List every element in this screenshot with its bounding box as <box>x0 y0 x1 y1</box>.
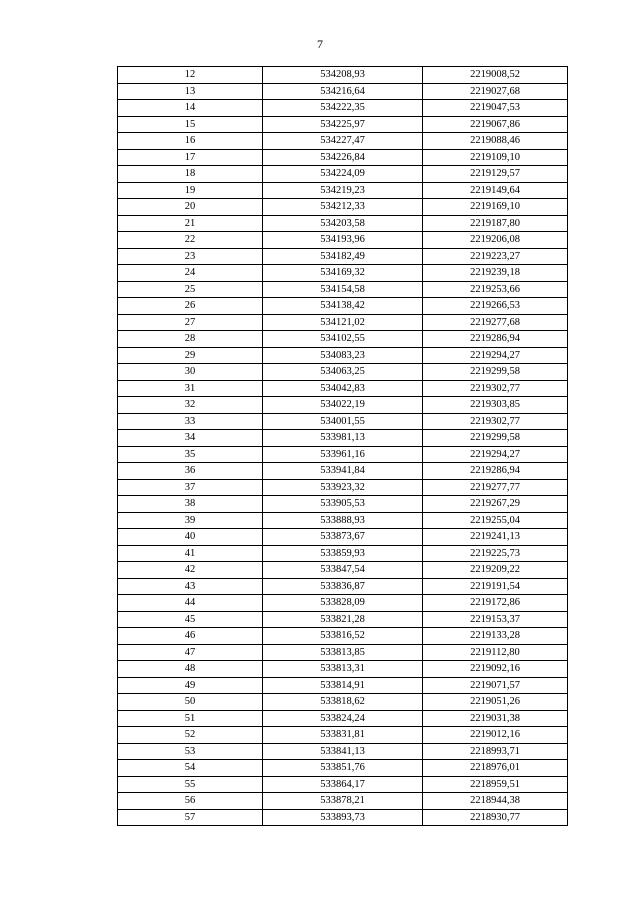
y-coordinate-cell: 2219008,52 <box>423 67 568 84</box>
x-coordinate-cell: 534203,58 <box>263 215 423 232</box>
table-row <box>118 347 568 364</box>
x-coordinate-cell: 534193,96 <box>263 232 423 249</box>
x-coordinate-cell: 533831,81 <box>263 727 423 744</box>
table-row <box>118 694 568 711</box>
y-coordinate-cell: 2219031,38 <box>423 710 568 727</box>
x-coordinate-cell: 534169,32 <box>263 265 423 282</box>
table-row <box>118 446 568 463</box>
y-coordinate-cell: 2219092,16 <box>423 661 568 678</box>
table-row <box>118 298 568 315</box>
point-number-cell: 35 <box>118 446 263 463</box>
table-row <box>118 727 568 744</box>
table-row <box>118 496 568 513</box>
y-coordinate-cell: 2219253,66 <box>423 281 568 298</box>
y-coordinate-cell: 2219277,77 <box>423 479 568 496</box>
point-number-cell: 29 <box>118 347 263 364</box>
y-coordinate-cell: 2219286,94 <box>423 463 568 480</box>
point-number-cell: 54 <box>118 760 263 777</box>
page-number: 7 <box>317 37 323 51</box>
y-coordinate-cell: 2219302,77 <box>423 413 568 430</box>
x-coordinate-cell: 534212,33 <box>263 199 423 216</box>
table-row <box>118 578 568 595</box>
y-coordinate-cell: 2219112,80 <box>423 644 568 661</box>
x-coordinate-cell: 533873,67 <box>263 529 423 546</box>
y-coordinate-cell: 2219294,27 <box>423 446 568 463</box>
point-number-cell: 34 <box>118 430 263 447</box>
table-row <box>118 364 568 381</box>
x-coordinate-cell: 534226,84 <box>263 149 423 166</box>
table-row <box>118 380 568 397</box>
y-coordinate-cell: 2219223,27 <box>423 248 568 265</box>
y-coordinate-cell: 2219209,22 <box>423 562 568 579</box>
y-coordinate-cell: 2219303,85 <box>423 397 568 414</box>
point-number-cell: 23 <box>118 248 263 265</box>
point-number-cell: 42 <box>118 562 263 579</box>
x-coordinate-cell: 533816,52 <box>263 628 423 645</box>
x-coordinate-cell: 534222,35 <box>263 100 423 117</box>
point-number-cell: 37 <box>118 479 263 496</box>
table-row <box>118 611 568 628</box>
x-coordinate-cell: 533821,28 <box>263 611 423 628</box>
table-row <box>118 199 568 216</box>
point-number-cell: 22 <box>118 232 263 249</box>
y-coordinate-cell: 2219027,68 <box>423 83 568 100</box>
x-coordinate-cell: 534121,02 <box>263 314 423 331</box>
y-coordinate-cell: 2219067,86 <box>423 116 568 133</box>
y-coordinate-cell: 2219294,27 <box>423 347 568 364</box>
x-coordinate-cell: 533893,73 <box>263 809 423 826</box>
table-row <box>118 149 568 166</box>
y-coordinate-cell: 2219012,16 <box>423 727 568 744</box>
point-number-cell: 18 <box>118 166 263 183</box>
x-coordinate-cell: 533828,09 <box>263 595 423 612</box>
x-coordinate-cell: 533818,62 <box>263 694 423 711</box>
table-row <box>118 793 568 810</box>
x-coordinate-cell: 533814,91 <box>263 677 423 694</box>
point-number-cell: 52 <box>118 727 263 744</box>
y-coordinate-cell: 2219239,18 <box>423 265 568 282</box>
point-number-cell: 53 <box>118 743 263 760</box>
x-coordinate-cell: 534224,09 <box>263 166 423 183</box>
x-coordinate-cell: 534138,42 <box>263 298 423 315</box>
table-row <box>118 397 568 414</box>
x-coordinate-cell: 534182,49 <box>263 248 423 265</box>
y-coordinate-cell: 2219277,68 <box>423 314 568 331</box>
point-number-cell: 27 <box>118 314 263 331</box>
point-number-cell: 13 <box>118 83 263 100</box>
y-coordinate-cell: 2219109,10 <box>423 149 568 166</box>
y-coordinate-cell: 2219206,08 <box>423 232 568 249</box>
table-row <box>118 100 568 117</box>
point-number-cell: 26 <box>118 298 263 315</box>
table-row <box>118 248 568 265</box>
table-row <box>118 529 568 546</box>
point-number-cell: 44 <box>118 595 263 612</box>
table-row <box>118 595 568 612</box>
point-number-cell: 30 <box>118 364 263 381</box>
point-number-cell: 48 <box>118 661 263 678</box>
point-number-cell: 49 <box>118 677 263 694</box>
y-coordinate-cell: 2219051,26 <box>423 694 568 711</box>
x-coordinate-cell: 533813,85 <box>263 644 423 661</box>
y-coordinate-cell: 2219225,73 <box>423 545 568 562</box>
y-coordinate-cell: 2219088,46 <box>423 133 568 150</box>
table-row <box>118 463 568 480</box>
point-number-cell: 14 <box>118 100 263 117</box>
table-row <box>118 331 568 348</box>
table-row <box>118 281 568 298</box>
y-coordinate-cell: 2218959,51 <box>423 776 568 793</box>
table-row <box>118 413 568 430</box>
table-row <box>118 776 568 793</box>
x-coordinate-cell: 534102,55 <box>263 331 423 348</box>
x-coordinate-cell: 534208,93 <box>263 67 423 84</box>
x-coordinate-cell: 534042,83 <box>263 380 423 397</box>
table-row <box>118 760 568 777</box>
table-row <box>118 512 568 529</box>
x-coordinate-cell: 533836,87 <box>263 578 423 595</box>
point-number-cell: 38 <box>118 496 263 513</box>
x-coordinate-cell: 534083,23 <box>263 347 423 364</box>
point-number-cell: 47 <box>118 644 263 661</box>
y-coordinate-cell: 2219266,53 <box>423 298 568 315</box>
y-coordinate-cell: 2219241,13 <box>423 529 568 546</box>
table-row <box>118 232 568 249</box>
x-coordinate-cell: 534225,97 <box>263 116 423 133</box>
table-row <box>118 182 568 199</box>
point-number-cell: 25 <box>118 281 263 298</box>
point-number-cell: 33 <box>118 413 263 430</box>
y-coordinate-cell: 2219172,86 <box>423 595 568 612</box>
table-row <box>118 314 568 331</box>
point-number-cell: 20 <box>118 199 263 216</box>
y-coordinate-cell: 2219153,37 <box>423 611 568 628</box>
y-coordinate-cell: 2219286,94 <box>423 331 568 348</box>
y-coordinate-cell: 2218930,77 <box>423 809 568 826</box>
x-coordinate-cell: 533813,31 <box>263 661 423 678</box>
table-row <box>118 133 568 150</box>
point-number-cell: 19 <box>118 182 263 199</box>
table-row <box>118 628 568 645</box>
table-row <box>118 809 568 826</box>
x-coordinate-cell: 533851,76 <box>263 760 423 777</box>
x-coordinate-cell: 533923,32 <box>263 479 423 496</box>
y-coordinate-cell: 2219133,28 <box>423 628 568 645</box>
x-coordinate-cell: 534219,23 <box>263 182 423 199</box>
x-coordinate-cell: 533961,16 <box>263 446 423 463</box>
x-coordinate-cell: 534001,55 <box>263 413 423 430</box>
y-coordinate-cell: 2218976,01 <box>423 760 568 777</box>
y-coordinate-cell: 2219191,54 <box>423 578 568 595</box>
point-number-cell: 31 <box>118 380 263 397</box>
table-row <box>118 677 568 694</box>
y-coordinate-cell: 2219302,77 <box>423 380 568 397</box>
point-number-cell: 39 <box>118 512 263 529</box>
table-row <box>118 83 568 100</box>
point-number-cell: 36 <box>118 463 263 480</box>
x-coordinate-cell: 533841,13 <box>263 743 423 760</box>
x-coordinate-cell: 534227,47 <box>263 133 423 150</box>
point-number-cell: 16 <box>118 133 263 150</box>
y-coordinate-cell: 2219255,04 <box>423 512 568 529</box>
y-coordinate-cell: 2219267,29 <box>423 496 568 513</box>
point-number-cell: 46 <box>118 628 263 645</box>
table-row <box>118 545 568 562</box>
x-coordinate-cell: 533888,93 <box>263 512 423 529</box>
coordinates-table <box>117 66 568 826</box>
point-number-cell: 45 <box>118 611 263 628</box>
x-coordinate-cell: 533905,53 <box>263 496 423 513</box>
table-row <box>118 265 568 282</box>
table-row <box>118 479 568 496</box>
point-number-cell: 12 <box>118 67 263 84</box>
point-number-cell: 40 <box>118 529 263 546</box>
y-coordinate-cell: 2219299,58 <box>423 364 568 381</box>
coordinates-table-body <box>118 67 568 826</box>
point-number-cell: 43 <box>118 578 263 595</box>
x-coordinate-cell: 534154,58 <box>263 281 423 298</box>
table-row <box>118 562 568 579</box>
y-coordinate-cell: 2219047,53 <box>423 100 568 117</box>
point-number-cell: 56 <box>118 793 263 810</box>
y-coordinate-cell: 2219169,10 <box>423 199 568 216</box>
x-coordinate-cell: 533878,21 <box>263 793 423 810</box>
table-row <box>118 166 568 183</box>
x-coordinate-cell: 533824,24 <box>263 710 423 727</box>
point-number-cell: 55 <box>118 776 263 793</box>
point-number-cell: 41 <box>118 545 263 562</box>
x-coordinate-cell: 533847,54 <box>263 562 423 579</box>
point-number-cell: 21 <box>118 215 263 232</box>
table-row <box>118 661 568 678</box>
point-number-cell: 15 <box>118 116 263 133</box>
x-coordinate-cell: 533941,84 <box>263 463 423 480</box>
x-coordinate-cell: 533859,93 <box>263 545 423 562</box>
x-coordinate-cell: 534022,19 <box>263 397 423 414</box>
point-number-cell: 50 <box>118 694 263 711</box>
table-row <box>118 644 568 661</box>
y-coordinate-cell: 2218993,71 <box>423 743 568 760</box>
y-coordinate-cell: 2219299,58 <box>423 430 568 447</box>
y-coordinate-cell: 2219187,80 <box>423 215 568 232</box>
point-number-cell: 28 <box>118 331 263 348</box>
table-row <box>118 430 568 447</box>
point-number-cell: 32 <box>118 397 263 414</box>
table-row <box>118 710 568 727</box>
x-coordinate-cell: 533981,13 <box>263 430 423 447</box>
x-coordinate-cell: 534216,64 <box>263 83 423 100</box>
table-row <box>118 67 568 84</box>
x-coordinate-cell: 534063,25 <box>263 364 423 381</box>
table-row <box>118 743 568 760</box>
y-coordinate-cell: 2218944,38 <box>423 793 568 810</box>
x-coordinate-cell: 533864,17 <box>263 776 423 793</box>
y-coordinate-cell: 2219149,64 <box>423 182 568 199</box>
point-number-cell: 57 <box>118 809 263 826</box>
y-coordinate-cell: 2219071,57 <box>423 677 568 694</box>
point-number-cell: 17 <box>118 149 263 166</box>
table-row <box>118 215 568 232</box>
y-coordinate-cell: 2219129,57 <box>423 166 568 183</box>
point-number-cell: 24 <box>118 265 263 282</box>
table-row <box>118 116 568 133</box>
point-number-cell: 51 <box>118 710 263 727</box>
